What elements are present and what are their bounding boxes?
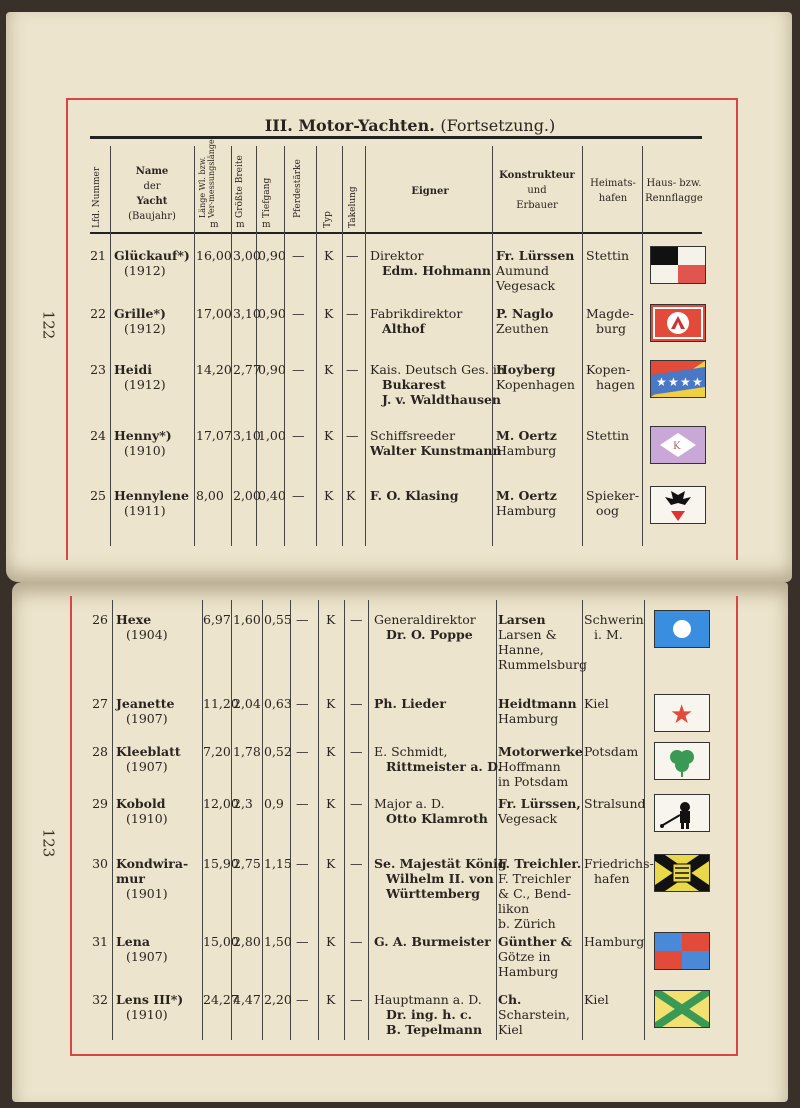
eigner-line-1: E. Schmidt,: [374, 744, 448, 759]
breite-value: 1,78: [233, 744, 261, 759]
takelung-value: —: [346, 306, 359, 321]
takelung-value: —: [350, 796, 363, 811]
eigner-line-1: Ph. Lieder: [374, 696, 446, 711]
tiefgang-value: 0,63: [264, 696, 292, 711]
ps-value: —: [292, 362, 305, 377]
ps-value: —: [296, 744, 309, 759]
eigner-line-3: Württemberg: [386, 886, 480, 901]
typ-value: K: [326, 696, 336, 711]
eigner-line-1: F. O. Klasing: [370, 488, 459, 503]
tiefgang-value: 0,90: [258, 306, 286, 321]
yacht-year: (1910): [126, 1007, 168, 1022]
flag-red-emblem: [650, 304, 706, 342]
yacht-name: Hexe: [116, 612, 152, 627]
takelung-value: —: [350, 934, 363, 949]
heimatshafen-line-1: Stettin: [586, 428, 630, 443]
konstrukteur-konst-l4: likon: [498, 901, 530, 916]
breite-value: 2,00: [233, 488, 261, 503]
typ-value: K: [324, 248, 334, 263]
yacht-name: Kobold: [116, 796, 166, 811]
laenge-value: 24,27: [203, 992, 239, 1007]
konstrukteur-konst-l2: Larsen &: [498, 627, 557, 642]
yacht-year: (1912): [124, 321, 166, 336]
row-number: 28: [92, 744, 108, 759]
flag-green-cross: [654, 990, 710, 1028]
header-konst-l3: Erbauer: [516, 200, 558, 211]
konstrukteur-line-1: Fr. Lürssen: [496, 248, 575, 263]
laenge-value: 8,00: [196, 488, 224, 503]
konstrukteur-konst-l2: Aumund: [496, 263, 550, 278]
konstrukteur-line-1: Larsen: [498, 612, 546, 627]
typ-value: K: [324, 428, 334, 443]
row-number: 21: [90, 248, 106, 263]
tiefgang-value: 0,90: [258, 362, 286, 377]
heimatshafen-line-1: Schwerin: [584, 612, 644, 627]
eigner-line-2: Wilhelm II. von: [386, 871, 494, 886]
konstrukteur-line-1: Hoyberg: [496, 362, 556, 377]
laenge-value: 16,00: [196, 248, 232, 263]
takelung-value: —: [350, 696, 363, 711]
eigner-line-1: Generaldirektor: [374, 612, 476, 627]
yacht-name: Heidi: [114, 362, 153, 377]
heimatshafen-line-1: Kiel: [584, 696, 609, 711]
yacht-year: (1912): [124, 377, 166, 392]
header-flagge: [644, 176, 704, 206]
row-number: 27: [92, 696, 108, 711]
konstrukteur-konst-l2: F. Treichler: [498, 871, 571, 886]
ps-value: —: [292, 248, 305, 263]
eigner-line-1: Schiffsreeder: [370, 428, 456, 443]
heimatshafen-line-1: Friedrichs-: [584, 856, 654, 871]
header-heimatshafen: [584, 176, 642, 206]
heimatshafen-line-1: Stralsund: [584, 796, 646, 811]
laenge-value: 17,00: [196, 306, 232, 321]
takelung-value: —: [346, 428, 359, 443]
bottom-page-frame: [70, 596, 738, 1056]
ps-value: —: [296, 856, 309, 871]
eigner-line-3: J. v. Waldthausen: [382, 392, 502, 407]
yacht-year: (1907): [126, 711, 168, 726]
tiefgang-value: 0,9: [264, 796, 284, 811]
heimatshafen-line-2: hagen: [596, 377, 635, 392]
tiefgang-value: 0,40: [258, 488, 286, 503]
typ-value: K: [326, 612, 336, 627]
yacht-name-cont: mur: [116, 871, 145, 886]
konstrukteur-line-1: Heidtmann: [498, 696, 577, 711]
konstrukteur-konst-l3: Vegesack: [496, 278, 556, 293]
typ-value: K: [326, 992, 336, 1007]
section-title-continuation: (Fortsetzung.): [440, 116, 556, 135]
konstrukteur-konst-l5: b. Zürich: [498, 916, 556, 931]
row-number: 31: [92, 934, 108, 949]
takelung-value: —: [350, 744, 363, 759]
ps-value: —: [296, 934, 309, 949]
konstrukteur-konst-l2: Hamburg: [496, 503, 557, 518]
laenge-value: 6,97: [203, 612, 231, 627]
typ-value: K: [326, 796, 336, 811]
breite-value: 2,80: [233, 934, 261, 949]
header-name: [112, 164, 192, 224]
header-bottom-rule: [90, 232, 702, 234]
eigner-line-1: G. A. Burmeister: [374, 934, 491, 949]
takelung-value: —: [350, 856, 363, 871]
svg-text:★: ★: [680, 375, 691, 389]
laenge-value: 12,00: [203, 796, 239, 811]
breite-value: 2,3: [233, 796, 253, 811]
breite-value: 3,00: [233, 248, 261, 263]
typ-value: K: [326, 856, 336, 871]
header-eigner: Eigner: [411, 186, 449, 197]
breite-value: 3,10: [233, 428, 261, 443]
konstrukteur-konst-l3: in Potsdam: [498, 774, 569, 789]
tiefgang-value: 2,20: [264, 992, 292, 1007]
yacht-name: Lens III*): [116, 992, 184, 1007]
eigner-line-3: B. Tepelmann: [386, 1022, 483, 1037]
typ-value: K: [324, 488, 334, 503]
typ-value: K: [324, 362, 334, 377]
takelung-value: —: [350, 612, 363, 627]
tiefgang-value: 1,50: [264, 934, 292, 949]
flag-checker-red-blue: [654, 932, 710, 970]
typ-value: K: [324, 306, 334, 321]
heimatshafen-line-1: Spieker-: [586, 488, 640, 503]
laenge-value: 11,20: [203, 696, 239, 711]
yacht-year: (1910): [124, 443, 166, 458]
header-heimat-l1: Heimats-: [590, 178, 636, 189]
laenge-value: 14,20: [196, 362, 232, 377]
yacht-year: (1912): [124, 263, 166, 278]
section-title-main: III. Motor-Yachten.: [264, 116, 435, 135]
ps-value: —: [292, 428, 305, 443]
heimatshafen-line-1: Magde-: [586, 306, 634, 321]
yacht-year: (1911): [124, 503, 166, 518]
konstrukteur-line-1: Fr. Lürssen,: [498, 796, 581, 811]
breite-value: 4,47: [233, 992, 261, 1007]
header-name-l4: (Baujahr): [128, 211, 176, 222]
flag-red-star: [654, 694, 710, 732]
tiefgang-value: 0,55: [264, 612, 292, 627]
row-number: 25: [90, 488, 106, 503]
eigner-line-2: Dr. ing. h. c.: [386, 1007, 473, 1022]
row-number: 30: [92, 856, 108, 871]
konstrukteur-konst-l2: Kopenhagen: [496, 377, 575, 392]
svg-text:★: ★: [670, 700, 694, 730]
ps-value: —: [292, 306, 305, 321]
page-number-bottom: 123: [39, 828, 58, 858]
konstrukteur-line-1: P. Naglo: [496, 306, 554, 321]
yacht-name: Grille*): [114, 306, 166, 321]
section-title: [250, 116, 570, 135]
heimatshafen-line-1: Potsdam: [584, 744, 639, 759]
yacht-name: Lena: [116, 934, 150, 949]
breite-value: 2,75: [233, 856, 261, 871]
eigner-line-2: Rittmeister a. D.: [386, 759, 502, 774]
svg-text:★: ★: [656, 375, 667, 389]
breite-value: 3,10: [233, 306, 261, 321]
heimatshafen-line-2: oog: [596, 503, 620, 518]
laenge-value: 15,00: [203, 934, 239, 949]
header-ps: Pferdestärke: [293, 159, 303, 218]
konstrukteur-konst-l3: & C., Bend-: [498, 886, 571, 901]
tiefgang-value: 0,90: [258, 248, 286, 263]
heimatshafen-line-2: i. M.: [594, 627, 623, 642]
konstrukteur-konst-l3: Hamburg: [498, 964, 559, 979]
header-konst-l1: Konstrukteur: [499, 170, 575, 181]
takelung-value: —: [346, 362, 359, 377]
konstrukteur-line-1: M. Oertz: [496, 488, 557, 503]
breite-value: 2,77: [233, 362, 261, 377]
tiefgang-value: 0,52: [264, 744, 292, 759]
eigner-line-2: Althof: [382, 321, 426, 336]
flag-diagonal-stars: [650, 360, 706, 398]
row-number: 23: [90, 362, 106, 377]
eigner-line-2: Bukarest: [382, 377, 446, 392]
unit-laenge: m: [210, 220, 219, 230]
flag-clover: [654, 742, 710, 780]
eigner-line-1: Fabrikdirektor: [370, 306, 463, 321]
konstrukteur-konst-l2: Vegesack: [498, 811, 558, 826]
header-breite: Größte Breite: [235, 155, 245, 218]
heimatshafen-line-2: hafen: [594, 871, 630, 886]
heimatshafen-line-1: Hamburg: [584, 934, 645, 949]
header-top-rule: [90, 136, 702, 139]
takelung-value: —: [350, 992, 363, 1007]
header-name-l2: der: [143, 181, 161, 192]
heimatshafen-line-1: Kiel: [584, 992, 609, 1007]
tiefgang-value: 1,15: [264, 856, 292, 871]
konstrukteur-konst-l3: Hanne,: [498, 642, 544, 657]
eigner-line-1: Kais. Deutsch Ges. in: [370, 362, 505, 377]
tiefgang-value: 1,00: [258, 428, 286, 443]
konstrukteur-line-1: Günther &: [498, 934, 572, 949]
eigner-line-1: Direktor: [370, 248, 424, 263]
yacht-name: Kondwira-: [116, 856, 189, 871]
flag-eagle: [650, 486, 706, 524]
konstrukteur-konst-l2: Götze in: [498, 949, 551, 964]
heimatshafen-line-2: burg: [596, 321, 627, 336]
yacht-year: (1910): [126, 811, 168, 826]
header-name-l1: Name: [135, 166, 169, 177]
eigner-line-2: Walter Kunstmann: [370, 443, 502, 458]
typ-value: K: [326, 934, 336, 949]
takelung-value: K: [346, 488, 356, 503]
row-number: 32: [92, 992, 108, 1007]
row-number: 24: [90, 428, 106, 443]
header-konst-l2: und: [527, 185, 547, 196]
svg-text:★: ★: [692, 375, 703, 389]
laenge-value: 7,20: [203, 744, 231, 759]
heimatshafen-line-1: Stettin: [586, 248, 630, 263]
ps-value: —: [296, 992, 309, 1007]
yacht-name: Kleeblatt: [116, 744, 181, 759]
eigner-line-1: Hauptmann a. D.: [374, 992, 482, 1007]
ps-value: —: [296, 796, 309, 811]
konstrukteur-konst-l2: Scharstein,: [498, 1007, 570, 1022]
row-number: 22: [90, 306, 106, 321]
header-takelung: Takelung: [348, 186, 358, 228]
konstrukteur-konst-l2: Zeuthen: [496, 321, 549, 336]
yacht-name: Hennylene: [114, 488, 189, 503]
eigner-line-2: Edm. Hohmann: [382, 263, 491, 278]
header-konstrukteur: [494, 168, 580, 213]
flag-checker-black-red: [650, 246, 706, 284]
breite-value: 2,04: [233, 696, 261, 711]
header-flagge-l1: Haus- bzw.: [646, 178, 702, 189]
eigner-line-2: Otto Klamroth: [386, 811, 488, 826]
header-tiefgang: Tiefgang: [262, 177, 272, 218]
heimatshafen-line-1: Kopen-: [586, 362, 631, 377]
eigner-line-2: Dr. O. Poppe: [386, 627, 473, 642]
flag-lilac-diamond: [650, 426, 706, 464]
laenge-value: 15,90: [203, 856, 239, 871]
yacht-year: (1907): [126, 759, 168, 774]
takelung-value: —: [346, 248, 359, 263]
yacht-year: (1907): [126, 949, 168, 964]
konstrukteur-konst-l2: Hamburg: [498, 711, 559, 726]
konstrukteur-line-1: F. Treichler.: [498, 856, 582, 871]
yacht-name: Henny*): [114, 428, 172, 443]
typ-value: K: [326, 744, 336, 759]
row-number: 29: [92, 796, 108, 811]
header-flagge-l2: Rennflagge: [645, 193, 703, 204]
flag-kobold: [654, 794, 710, 832]
yacht-year: (1901): [126, 886, 168, 901]
konstrukteur-konst-l3: Kiel: [498, 1022, 523, 1037]
header-heimat-l2: hafen: [598, 193, 628, 204]
ps-value: —: [292, 488, 305, 503]
header-laenge: Länge Wl. bzw. Ver-messungslänge: [198, 139, 216, 218]
konstrukteur-konst-l2: Hamburg: [496, 443, 557, 458]
eigner-line-1: Major a. D.: [374, 796, 445, 811]
eigner-line-1: Se. Majestät König: [374, 856, 507, 871]
ps-value: —: [296, 612, 309, 627]
flag-blue-circle: [654, 610, 710, 648]
header-typ: Typ: [323, 211, 333, 228]
konstrukteur-konst-l4: Rummelsburg: [498, 657, 588, 672]
row-number: 26: [92, 612, 108, 627]
konstrukteur-line-1: Motorwerke: [498, 744, 583, 759]
ps-value: —: [296, 696, 309, 711]
yacht-name: Glückauf*): [114, 248, 190, 263]
yacht-name: Jeanette: [116, 696, 175, 711]
svg-text:★: ★: [668, 375, 679, 389]
breite-value: 1,60: [233, 612, 261, 627]
header-name-l3: Yacht: [136, 196, 168, 207]
flag-wuerttemberg: [654, 854, 710, 892]
svg-text:K: K: [673, 441, 681, 452]
konstrukteur-line-1: Ch.: [498, 992, 522, 1007]
konstrukteur-line-1: M. Oertz: [496, 428, 557, 443]
header-nr: Lfd. Nummer: [92, 166, 102, 228]
laenge-value: 17,07: [196, 428, 232, 443]
yacht-year: (1904): [126, 627, 168, 642]
unit-tiefgang: m: [262, 220, 271, 230]
page-number-top: 122: [39, 310, 58, 340]
unit-breite: m: [236, 220, 245, 230]
konstrukteur-konst-l2: Hoffmann: [498, 759, 561, 774]
